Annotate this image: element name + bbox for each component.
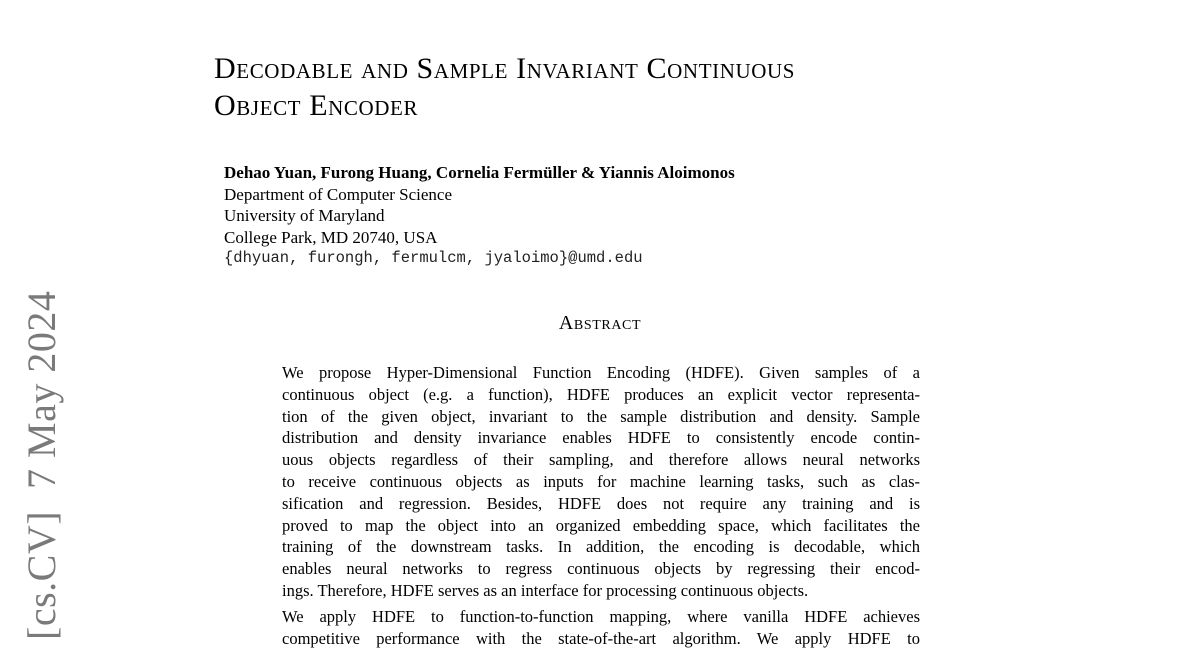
abstract-line: ings. Therefore, HDFE serves as an interface for processing continuous objects. bbox=[282, 580, 809, 600]
abstract-line: proved to map the object into an organized embedding space, which facilitates the bbox=[282, 515, 920, 535]
arxiv-date: 7 May 2024 bbox=[19, 290, 64, 489]
abstract-line: to receive continuous objects as inputs for machine learning tasks, such as clas- bbox=[282, 471, 920, 491]
abstract-heading: Abstract bbox=[558, 312, 642, 334]
author-department: Department of Computer Science bbox=[224, 184, 453, 204]
author-university: University of Maryland bbox=[224, 206, 385, 225]
abstract-line: tion of the given object, invariant to the sample distribution and density. Sample bbox=[282, 406, 920, 426]
author-address: College Park, MD 20740, USA bbox=[224, 227, 438, 247]
abstract-line: uous objects regardless of their sampling, and therefore allows neural networks bbox=[282, 450, 920, 470]
author-block bbox=[224, 162, 735, 270]
abstract-line: competitive performance with the state-of-the-art algorithm. We apply HDFE to bbox=[282, 628, 920, 648]
abstract-line: training of the downstream tasks. In addition, the encoding is decodable, which bbox=[282, 537, 920, 557]
abstract-line: We propose Hyper-Dimensional Function Encoding (HDFE). Given samples of a bbox=[282, 363, 920, 382]
paper-title-line: Object Encoder bbox=[214, 89, 419, 122]
abstract-line: enables neural networks to regress continuous objects by regressing their encod- bbox=[282, 559, 920, 579]
paper-title-line: Decodable and Sample Invariant Continuous bbox=[214, 52, 796, 85]
author-names: Dehao Yuan, Furong Huang, Cornelia Fermüller & Yiannis Aloimonos bbox=[224, 163, 735, 182]
abstract-body bbox=[282, 362, 920, 648]
abstract-line: distribution and density invariance enables HDFE to consistently encode contin- bbox=[282, 428, 920, 448]
author-email: {dhyuan, furongh, fermulcm, jyaloimo}@umd.edu bbox=[224, 249, 643, 267]
abstract-line: sification and regression. Besides, HDFE does not require any training and is bbox=[282, 493, 920, 513]
paper-title bbox=[214, 50, 1034, 124]
abstract-paragraph bbox=[282, 362, 920, 602]
abstract-line: continuous object (e.g. a function), HDFE produces an explicit vector representa- bbox=[282, 384, 920, 404]
abstract-line: We apply HDFE to function-to-function mapping, where vanilla HDFE achieves bbox=[282, 606, 920, 626]
arxiv-stamp bbox=[18, 291, 65, 640]
arxiv-category: [cs.CV] bbox=[19, 510, 64, 640]
abstract-paragraph bbox=[282, 606, 920, 648]
